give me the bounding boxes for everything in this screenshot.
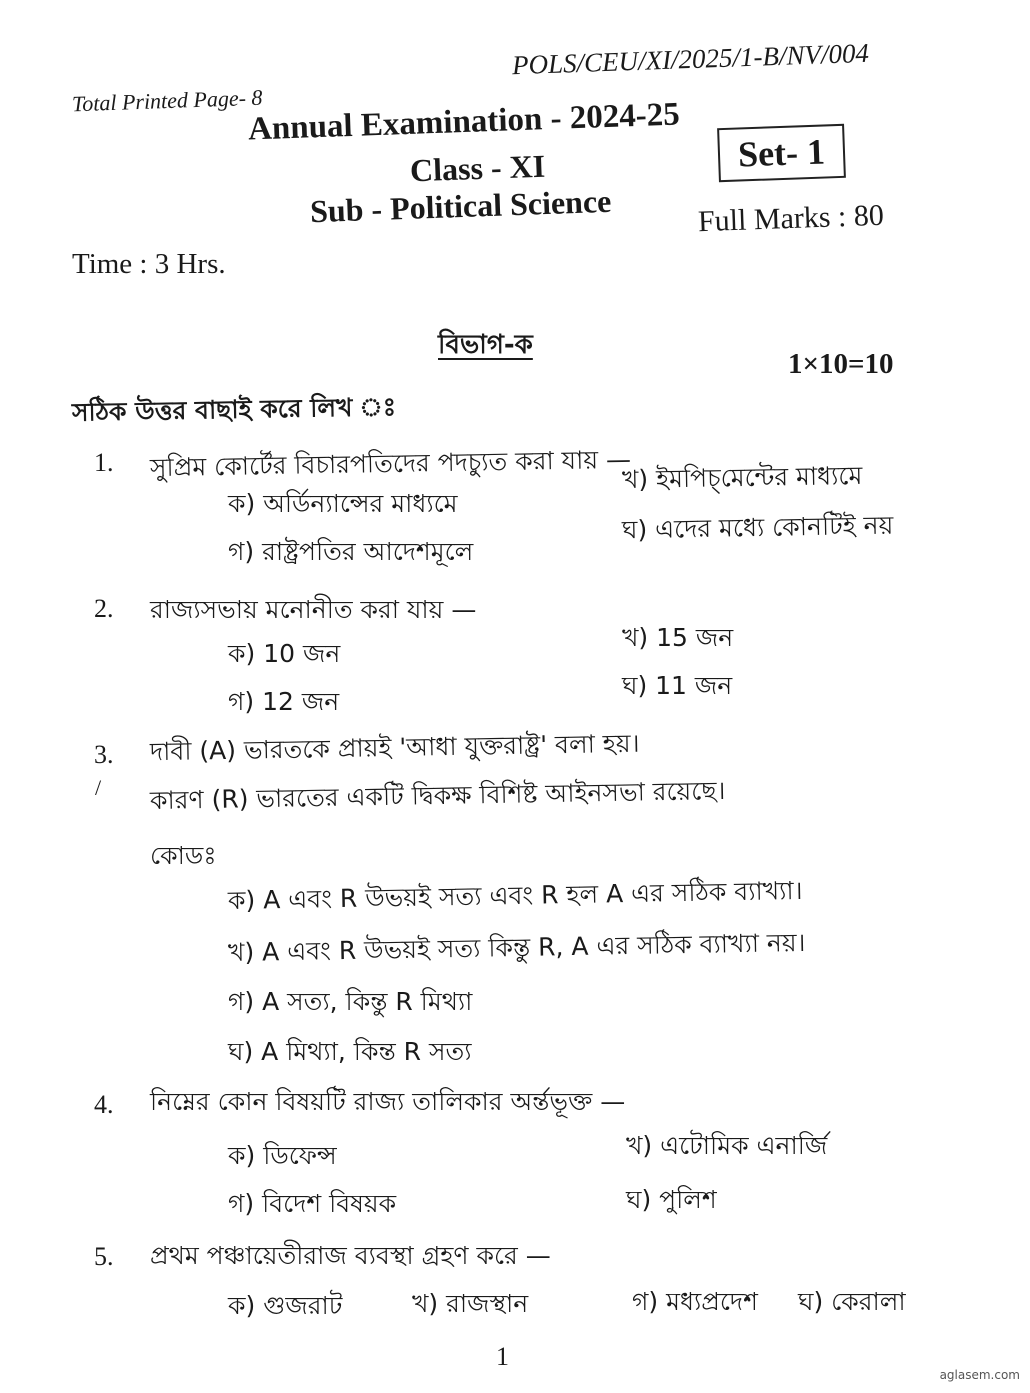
- option: গ) মধ্যপ্রদেশ: [632, 1287, 758, 1316]
- subject-label: Sub - Political Science: [309, 182, 612, 230]
- set-box: Set- 1: [717, 124, 846, 182]
- option: খ) ইমপিচ্‌মেন্টের মাধ্যমে: [621, 460, 863, 495]
- code-label: কোডঃ: [150, 841, 217, 870]
- option: খ) A এবং R উভয়ই সত্য কিন্তু R, A এর সঠিক ব্যাখ্যা নয়।: [227, 927, 806, 968]
- option: ক) ডিফেন্স: [228, 1141, 337, 1170]
- question-text: প্রথম পঞ্চায়েতীরাজ ব্যবস্থা গ্রহণ করে —: [150, 1241, 551, 1270]
- option: ঘ) 11 জন: [622, 671, 733, 700]
- option: ঘ) এদের মধ্যে কোনটিই নয়: [621, 510, 894, 545]
- question-number: 3.: [94, 740, 114, 769]
- total-printed-page: Total Printed Page- 8: [71, 84, 263, 117]
- option: ক) 10 জন: [228, 639, 341, 668]
- watermark: aglasem.com: [939, 1368, 1020, 1382]
- option: খ) 15 জন: [622, 623, 734, 652]
- exam-title: Annual Examination - 2024-25: [247, 96, 681, 148]
- instruction: সঠিক উত্তর বাছাই করে লিখ ঃ: [71, 392, 397, 427]
- question-number: 1.: [94, 448, 114, 477]
- question-number: 2.: [94, 594, 114, 623]
- question-number: 5.: [94, 1242, 114, 1271]
- section-marks: 1×10=10: [788, 348, 894, 380]
- section-title: বিভাগ-ক: [438, 330, 533, 360]
- question-text: সুপ্রিম কোর্টের বিচারপতিদের পদচ্যুত করা যায় —: [149, 444, 632, 483]
- option: খ) রাজস্থান: [412, 1289, 529, 1318]
- option: ক) A এবং R উভয়ই সত্য এবং R হল A এর সঠিক ব্যাখ্যা।: [227, 875, 803, 916]
- option: গ) A সত্য, কিন্তু R মিথ্যা: [228, 987, 473, 1016]
- reason-text: কারণ (R) ভারতের একটি দ্বিকক্ষ বিশিষ্ট আইনসভা রয়েছে।: [149, 775, 726, 816]
- option: গ) বিদেশ বিষয়ক: [228, 1189, 397, 1218]
- page-number: 1: [496, 1342, 509, 1371]
- option: গ) রাষ্ট্রপতির আদেশমূলে: [228, 537, 474, 566]
- question-text: রাজ্যসভায় মনোনীত করা যায় —: [150, 595, 477, 624]
- class-label: Class - XI: [409, 147, 546, 189]
- time-label: Time : 3 Hrs.: [72, 248, 226, 280]
- option: খ) এটোমিক এনার্জি: [626, 1131, 828, 1160]
- question-number: 4.: [94, 1090, 114, 1119]
- paper-code: POLS/CEU/XI/2025/1-B/NV/004: [511, 37, 870, 81]
- option: ক) গুজরাট: [228, 1291, 343, 1320]
- full-marks: Full Marks : 80: [697, 198, 885, 239]
- option: গ) 12 জন: [228, 687, 340, 716]
- option: ঘ) পুলিশ: [626, 1185, 717, 1214]
- question-text: নিম্নের কোন বিষয়টি রাজ্য তালিকার অর্ন্তভূক্ত —: [150, 1087, 626, 1116]
- option: ঘ) A মিথ্যা, কিন্ত R সত্য: [228, 1037, 472, 1066]
- option: ক) অর্ডিন্যান্সের মাধ্যমে: [228, 489, 458, 518]
- question-text: দাবী (A) ভারতকে প্রায়ই 'আধা যুক্তরাষ্ট্র' বলা হয়।: [149, 728, 640, 767]
- option: ঘ) কেরালা: [798, 1287, 906, 1316]
- margin-mark: /: [95, 775, 102, 800]
